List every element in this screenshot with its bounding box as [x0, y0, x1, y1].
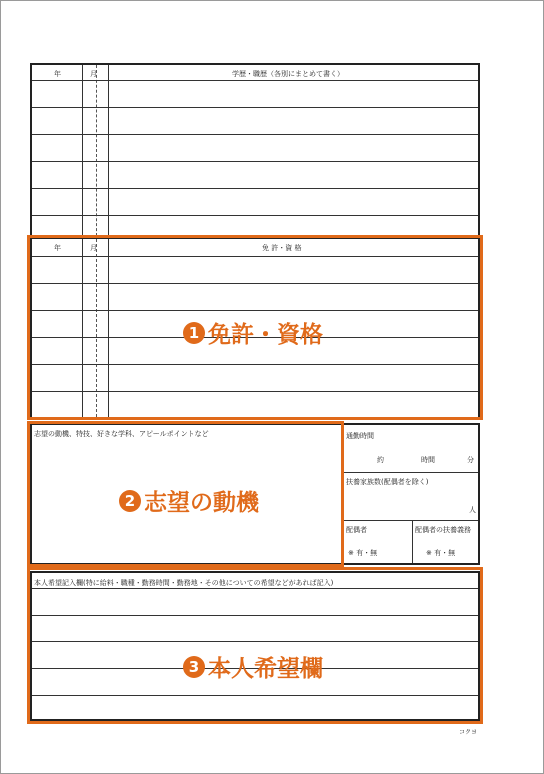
- annotation-motivation-text: 志望の動機: [144, 490, 259, 516]
- commute-label: 通勤時間: [346, 432, 374, 440]
- history-table: [30, 63, 480, 243]
- number-badge-1: 1: [183, 322, 205, 344]
- history-col-month: 月: [90, 70, 97, 78]
- license-col-month: 月: [90, 244, 97, 252]
- commute-approx: 約: [377, 456, 384, 464]
- publisher-mark: コクヨ: [459, 729, 478, 736]
- annotation-request-text: 本人希望欄: [208, 656, 323, 682]
- spouse-value: ※ 有・無: [348, 549, 378, 557]
- license-col-year: 年: [54, 244, 61, 252]
- request-highlight: [27, 567, 483, 724]
- dependents-label: 扶養家族数(配偶者を除く): [346, 478, 429, 486]
- commute-minutes: 分: [467, 456, 474, 464]
- spouse-support-value: ※ 有・無: [426, 549, 456, 557]
- annotation-motivation: [119, 484, 259, 517]
- spouse-support-label: 配偶者の扶養義務: [415, 526, 471, 534]
- annotation-request: [183, 650, 323, 683]
- motivation-prompt: 志望の動機、特技、好きな学科、アピールポイントなど: [34, 430, 209, 438]
- request-prompt: 本人希望記入欄(特に給料・職種・勤務時間・勤務地・その他についての希望などがあれば記入): [34, 579, 334, 587]
- spouse-label: 配偶者: [346, 526, 367, 534]
- license-col-content: 免 許・資 格: [262, 244, 302, 252]
- annotation-license-text: 免許・資格: [208, 322, 323, 348]
- annotation-license: [183, 316, 323, 349]
- history-col-year: 年: [54, 70, 61, 78]
- commute-hours: 時間: [421, 456, 435, 464]
- number-badge-3: 3: [183, 656, 205, 678]
- dependents-unit: 人: [469, 506, 476, 514]
- number-badge-2: 2: [119, 490, 141, 512]
- history-col-content: 学歴・職歴（各別にまとめて書く）: [232, 70, 344, 78]
